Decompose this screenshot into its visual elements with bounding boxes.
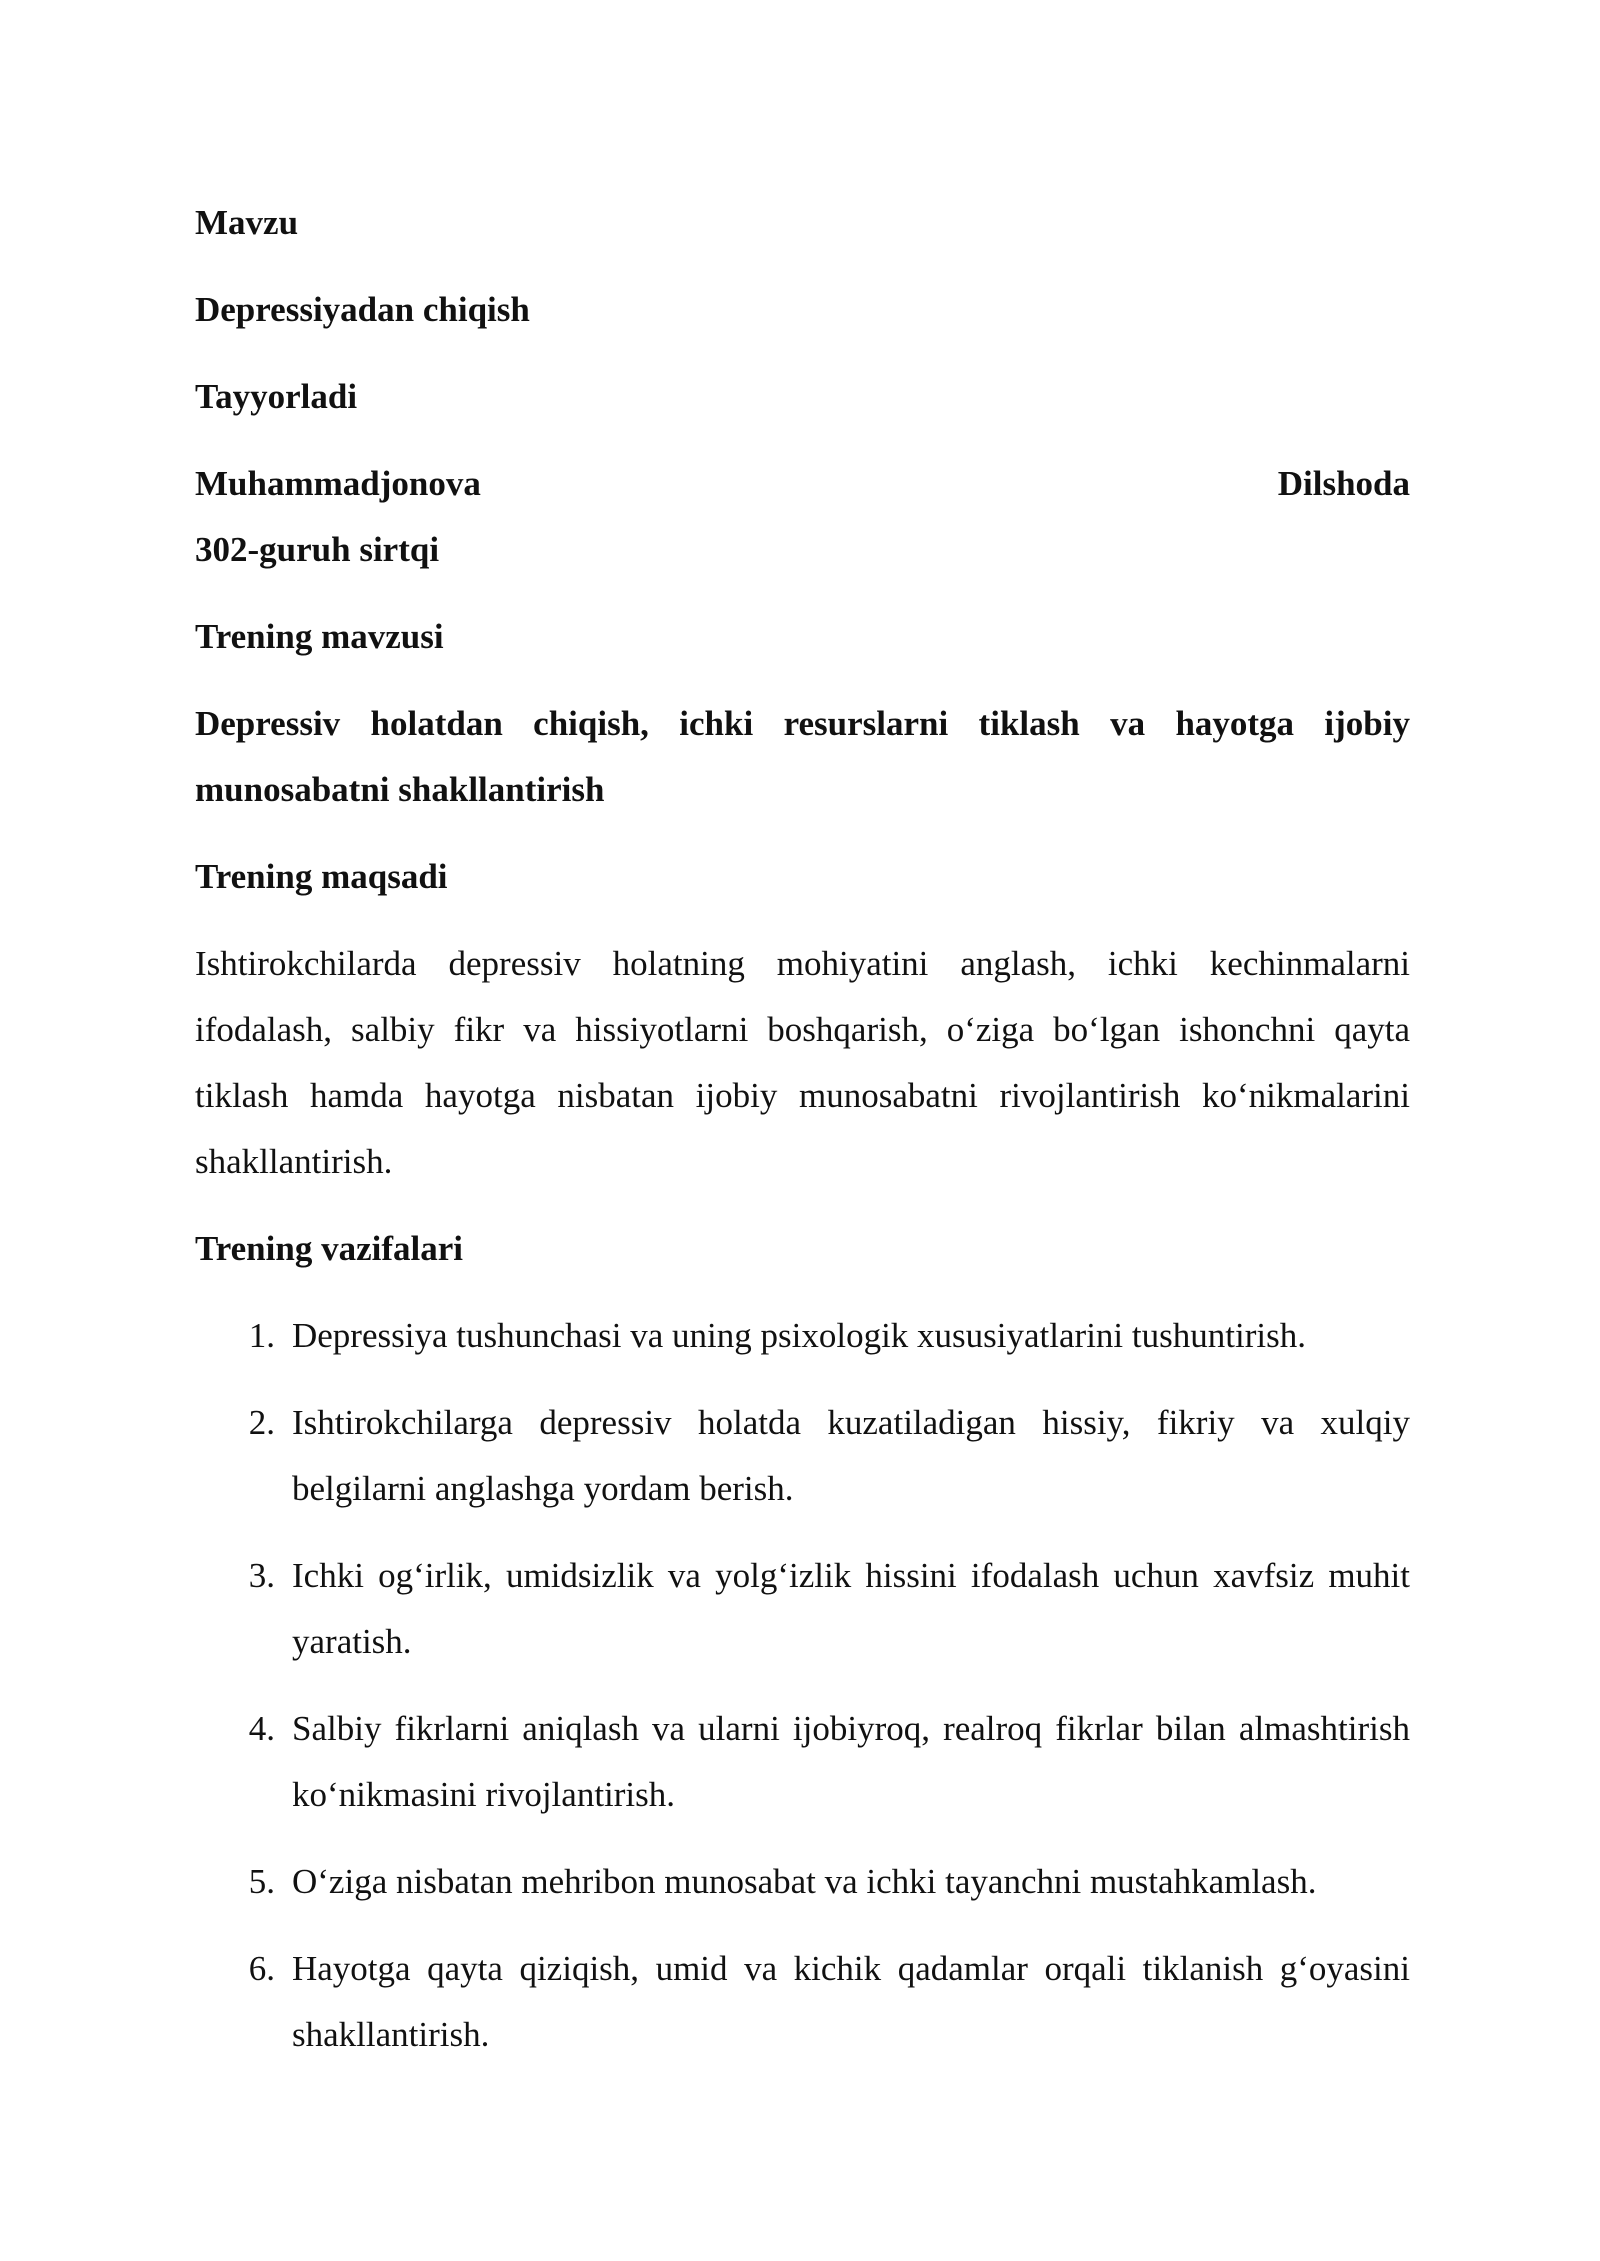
- tasks-list: [195, 1303, 1410, 2068]
- list-item-text: Ishtirokchilarga depressiv holatda kuzatiladigan hissiy, fikriy va xulqiy belgilarni anglashga yordam berish.: [292, 1403, 1410, 1508]
- list-item-number: 2.: [248, 1403, 275, 1442]
- list-item-text: O‘ziga nisbatan mehribon munosabat va ichki tayanchni mustahkamlash.: [292, 1862, 1317, 1901]
- list-item-number: 3.: [248, 1556, 275, 1595]
- group-label: 302-guruh sirtqi: [195, 530, 440, 569]
- heading-tayyorladi: Tayyorladi: [195, 377, 358, 416]
- list-item-number: 1.: [248, 1316, 275, 1355]
- list-item-text: Ichki og‘irlik, umidsizlik va yolg‘izlik hissini ifodalash uchun xavfsiz muhit yaratish.: [292, 1556, 1410, 1661]
- list-item: [195, 1543, 1410, 1675]
- list-item-text: Depressiya tushunchasi va uning psixologik xususiyatlarini tushuntirish.: [292, 1316, 1306, 1355]
- heading-trening-vazifalari: Trening vazifalari: [195, 1229, 463, 1268]
- trening-mavzusi-text: Depressiv holatdan chiqish, ichki resurslarni tiklash va hayotga ijobiy munosabatni shakllantirish: [195, 704, 1410, 809]
- author-surname: Muhammadjonova: [195, 464, 481, 503]
- list-item-number: 5.: [248, 1862, 275, 1901]
- list-item: [195, 1390, 1410, 1522]
- heading-trening-mavzusi: Trening mavzusi: [195, 617, 444, 656]
- topic-title: Depressiyadan chiqish: [195, 290, 530, 329]
- author-first-name: Dilshoda: [1277, 464, 1410, 503]
- list-item: [195, 1303, 1410, 1369]
- author-name-row: [195, 451, 1410, 517]
- list-item: [195, 1849, 1410, 1915]
- document-page: [195, 190, 1410, 2089]
- list-item: [195, 1936, 1410, 2068]
- list-item-text: Hayotga qayta qiziqish, umid va kichik qadamlar orqali tiklanish g‘oyasini shakllantirish.: [292, 1949, 1410, 2054]
- heading-trening-maqsadi: Trening maqsadi: [195, 857, 448, 896]
- list-item: [195, 1696, 1410, 1828]
- trening-maqsadi-text: Ishtirokchilarda depressiv holatning mohiyatini anglash, ichki kechinmalarni ifodalash, salbiy fikr va hissiyotlarni boshqarish, o‘ziga bo‘lgan ishonchni qayta tiklash hamda hayotga nisbatan ijobiy munosabatni rivojlantirish ko‘nikmalarini shakllantirish.: [195, 944, 1410, 1181]
- heading-mavzu: Mavzu: [195, 203, 299, 242]
- list-item-text: Salbiy fikrlarni aniqlash va ularni ijobiyroq, realroq fikrlar bilan almashtirish ko‘nikmasini rivojlantirish.: [292, 1709, 1410, 1814]
- list-item-number: 4.: [248, 1709, 275, 1748]
- list-item-number: 6.: [248, 1949, 275, 1988]
